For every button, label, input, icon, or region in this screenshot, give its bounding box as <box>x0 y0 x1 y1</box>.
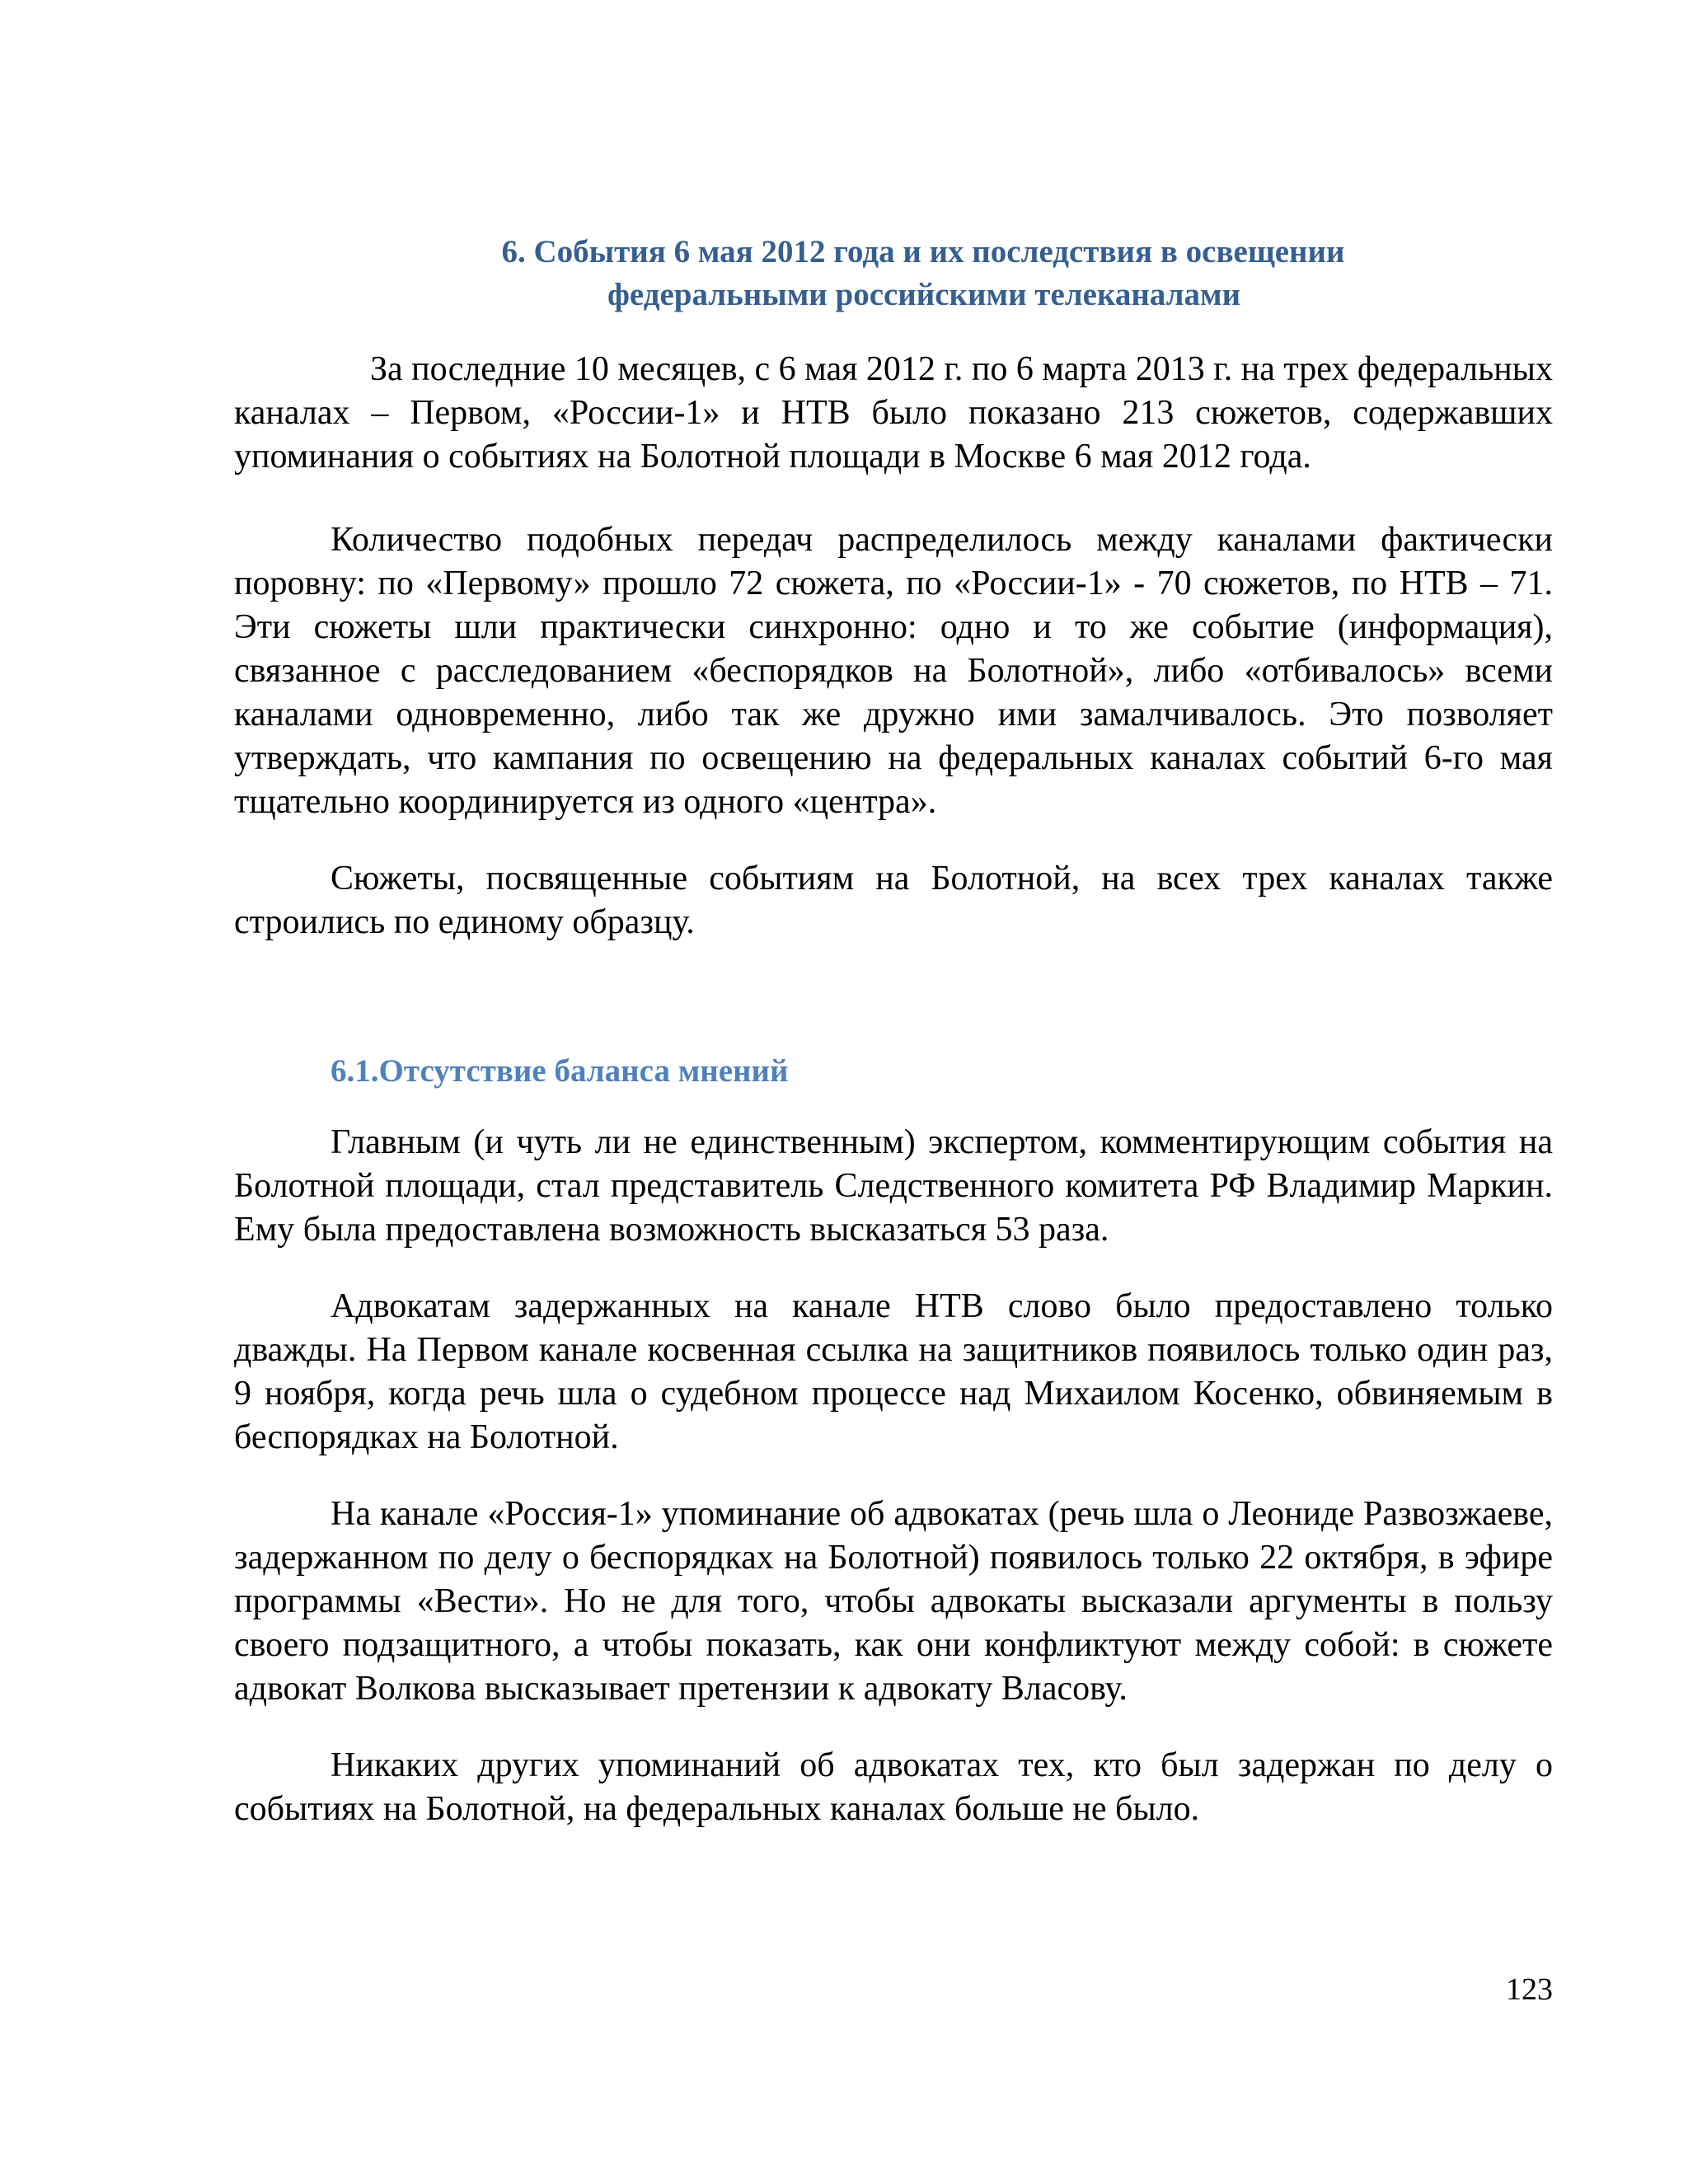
body-paragraph-section-1: Главным (и чуть ли не единственным) экспертом, комментирующим события на Болотной площади, стал представитель Следственного комитета РФ Владимир Маркин. Ему была предоставлена возможность высказаться 53 раза. <box>234 1123 1553 1249</box>
page-content <box>234 231 1553 1864</box>
section-title: 6.1.Отсутствие баланса мнений <box>331 1053 789 1089</box>
chapter-title-line-2: федеральными российскими телеканалами <box>607 277 1241 312</box>
body-paragraph-intro-1: За последние 10 месяцев, с 6 мая 2012 г. по 6 марта 2013 г. на трех федеральных каналах – Первом, «России-1» и НТВ было показано 213 сюжетов, содержавших упоминания о событиях на Болотной площади в Москве 6 мая 2012 года. <box>234 350 1553 476</box>
chapter-title-line-1: 6. События 6 мая 2012 года и их последствия в освещении <box>501 234 1345 269</box>
chapter-title <box>234 231 1553 316</box>
body-paragraph-intro-2: Количество подобных передач распределилось между каналами фактически поровну: по «Первому» прошло 72 сюжета, по «России-1» - 70 сюжетов, по НТВ – 71. Эти сюжеты шли практически синхронно: одно и то же событие (информация), связанное с расследованием «беспорядков на Болотной», либо «отбивалось» всеми каналами одновременно, либо так же дружно ими замалчивалось. Это позволяет утверждать, что кампания по освещению на федеральных каналах событий 6-го мая тщательно координируется из одного «центра». <box>234 521 1553 821</box>
page-number: 123 <box>1506 1972 1553 2007</box>
body-paragraph-intro-3: Сюжеты, посвященные событиям на Болотной, на всех трех каналах также строились по единому образцу. <box>234 860 1553 941</box>
body-paragraph-section-3: На канале «Россия-1» упоминание об адвокатах (речь шла о Леониде Развозжаеве, задержанном по делу о беспорядках на Болотной) появилось только 22 октября, в эфире программы «Вести». Но не для того, чтобы адвокаты высказали аргументы в пользу своего подзащитного, а чтобы показать, как они конфликтуют между собой: в сюжете адвокат Волкова высказывает претензии к адвокату Власову. <box>234 1495 1553 1708</box>
body-paragraph-section-4: Никаких других упоминаний об адвокатах тех, кто был задержан по делу о событиях на Болотной, на федеральных каналах больше не было. <box>234 1746 1553 1828</box>
body-paragraph-section-2: Адвокатам задержанных на канале НТВ слово было предоставлено только дважды. На Первом канале косвенная ссылка на защитников появилось только один раз, 9 ноября, когда речь шла о судебном процессе над Михаилом Косенко, обвиняемым в беспорядках на Болотной. <box>234 1287 1553 1456</box>
